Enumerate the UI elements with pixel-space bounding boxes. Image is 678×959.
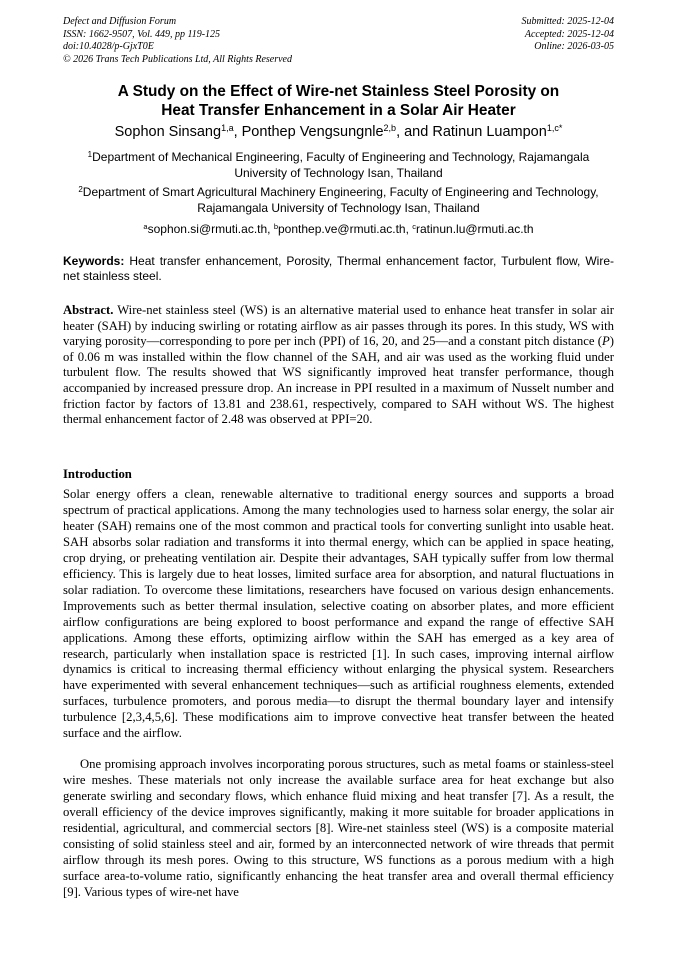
affiliation-text: Department of Mechanical Engineering, Faculty of Engineering and Technology, Rajamangala — [92, 150, 590, 164]
affiliation-marker: 2 — [78, 185, 83, 194]
author-name: Ponthep Vengsungnle — [241, 124, 384, 140]
affiliation-2 — [63, 184, 614, 216]
keywords — [63, 254, 614, 285]
journal-name: Defect and Diffusion Forum — [63, 16, 177, 27]
abstract — [63, 303, 614, 428]
affiliation-marker: 1 — [87, 150, 93, 159]
email-address[interactable]: ponthep.ve@rmuti.ac.th, — [278, 222, 413, 236]
keywords-label: Keywords: — [63, 254, 125, 268]
affiliation-text: Rajamangala University of Technology Isan, Thailand — [197, 201, 480, 215]
keywords-text: Heat transfer enhancement, Porosity, Thermal enhancement factor, Turbulent flow, Wire-net stainless steel. — [63, 254, 615, 284]
email-marker: a — [143, 222, 148, 231]
online-date: Online: 2026-03-05 — [534, 41, 614, 53]
abstract-symbol: P — [602, 334, 610, 349]
abstract-label: Abstract. — [63, 303, 114, 317]
affiliation-1 — [63, 149, 614, 181]
email-marker: b — [273, 222, 278, 231]
author-list — [63, 123, 614, 141]
issn-line: ISSN: 1662-9507, Vol. 449, pp 119-125 — [63, 28, 221, 40]
email-marker: c — [412, 222, 416, 231]
author-name: Ratinun Luampon — [432, 124, 547, 140]
copyright-line: © 2026 Trans Tech Publications Ltd, All Rights Reserved — [63, 53, 292, 65]
author-marker: 1,a — [221, 123, 234, 133]
affiliation-text: University of Technology Isan, Thailand — [234, 166, 443, 180]
abstract-text: Wire-net stainless steel (WS) is an alternative material used to enhance heat transfer in solar air heater (SAH) by inducing swirling or rotating airflow as air passes through its pores. In this study, WS with varying porosity—corresponding to pore per inch (PPI) of 16, 20, and 25—and a constant pitch distance ( — [63, 303, 614, 349]
submitted-date: Submitted: 2025-12-04 — [521, 16, 614, 27]
title-line-2: Heat Transfer Enhancement in a Solar Air Heater — [161, 102, 516, 119]
author-marker: 2,b — [383, 123, 397, 133]
doi-line[interactable]: doi:10.4028/p-GjxT0E — [63, 41, 154, 53]
email-list — [63, 221, 614, 237]
introduction-heading: Introduction — [63, 467, 132, 481]
affiliation-text: Department of Smart Agricultural Machinery Engineering, Faculty of Engineering and Technology, — [82, 185, 599, 199]
email-address[interactable]: sophon.si@rmuti.ac.th, — [147, 222, 274, 236]
title-line-1: A Study on the Effect of Wire-net Stainless Steel Porosity on — [117, 83, 560, 100]
email-address[interactable]: ratinun.lu@rmuti.ac.th — [416, 222, 534, 236]
introduction-paragraph: One promising approach involves incorporating porous structures, such as metal foams or stainless-steel wire meshes. These materials not only increase the available surface area for heat exchange but also generate swirling and secondary flows, which enhance fluid mixing and heat transfer [7]. As a result, the overall efficiency of the device improves significantly, making it more suitable for broader applications in residential, agricultural, and commercial sectors [8]. Wire-net stainless steel (WS) is a composite material consisting of solid stainless steel and air, formed by an interconnected network of wire threads that permit airflow through its mesh pores. Owing to this structure, WS functions as a porous medium with a high surface area-to-volume ratio, significantly enhancing the heat transfer area and overall thermal efficiency [9]. Various types of wire-net have — [63, 757, 614, 899]
author-marker: 1,c* — [546, 123, 563, 133]
author-separator: , — [233, 124, 242, 140]
accepted-date: Accepted: 2025-12-04 — [524, 28, 614, 40]
author-name: Sophon Sinsang — [114, 124, 222, 140]
journal-header — [63, 16, 292, 66]
introduction-paragraph: Solar energy offers a clean, renewable alternative to traditional energy sources and supports a broad spectrum of practical applications. Among the many technologies used to harness solar energy, the solar air heater (SAH) remains one of the most common and practical tools for converting sunlight into usable heat. SAH absorbs solar radiation and transforms it into thermal energy, which can be applied in space heating, crop drying, or preheating ventilation air. Despite their advantages, SAH typically suffer from low thermal efficiency. This is largely due to heat losses, limited surface area for absorption, and natural fluctuations in solar radiation. To overcome these limitations, researchers have focused on various design enhancements. Improvements such as better thermal insulation, selective coating on absorber plates, and more efficient airflow configurations are being explored to boost performance and expand the range of effective SAH applications. Among these efforts, optimizing airflow within the SAH has emerged as a key area of research, particularly when installation space is restricted [1]. In such cases, improving internal airflow dynamics is critical to increasing thermal efficiency without enlarging the physical system. Researchers have experimented with several enhancement techniques—such as artificial roughness elements, extended surfaces, turbulence promoters, and porous media—to disrupt the thermal boundary layer and intensify turbulence [2,3,4,5,6]. These modifications aim to improve convective heat transfer between the heated surface and the airflow. — [63, 487, 614, 741]
paper-title — [63, 82, 614, 120]
author-separator: , and — [396, 124, 433, 140]
abstract-text: ) of 0.06 m was installed within the flow channel of the SAH, and air was used as the working fluid under turbulent flow. The results showed that WS significantly improved heat transfer performance, though accompanied by increased pressure drop. An increase in PPI resulted in a maximum of Nusselt number and friction factor by factors of 13.81 and 238.61, respectively, compared to SAH without WS. The highest thermal enhancement factor of 2.48 was observed at PPI=20. — [63, 334, 614, 427]
dates-header — [522, 16, 615, 54]
